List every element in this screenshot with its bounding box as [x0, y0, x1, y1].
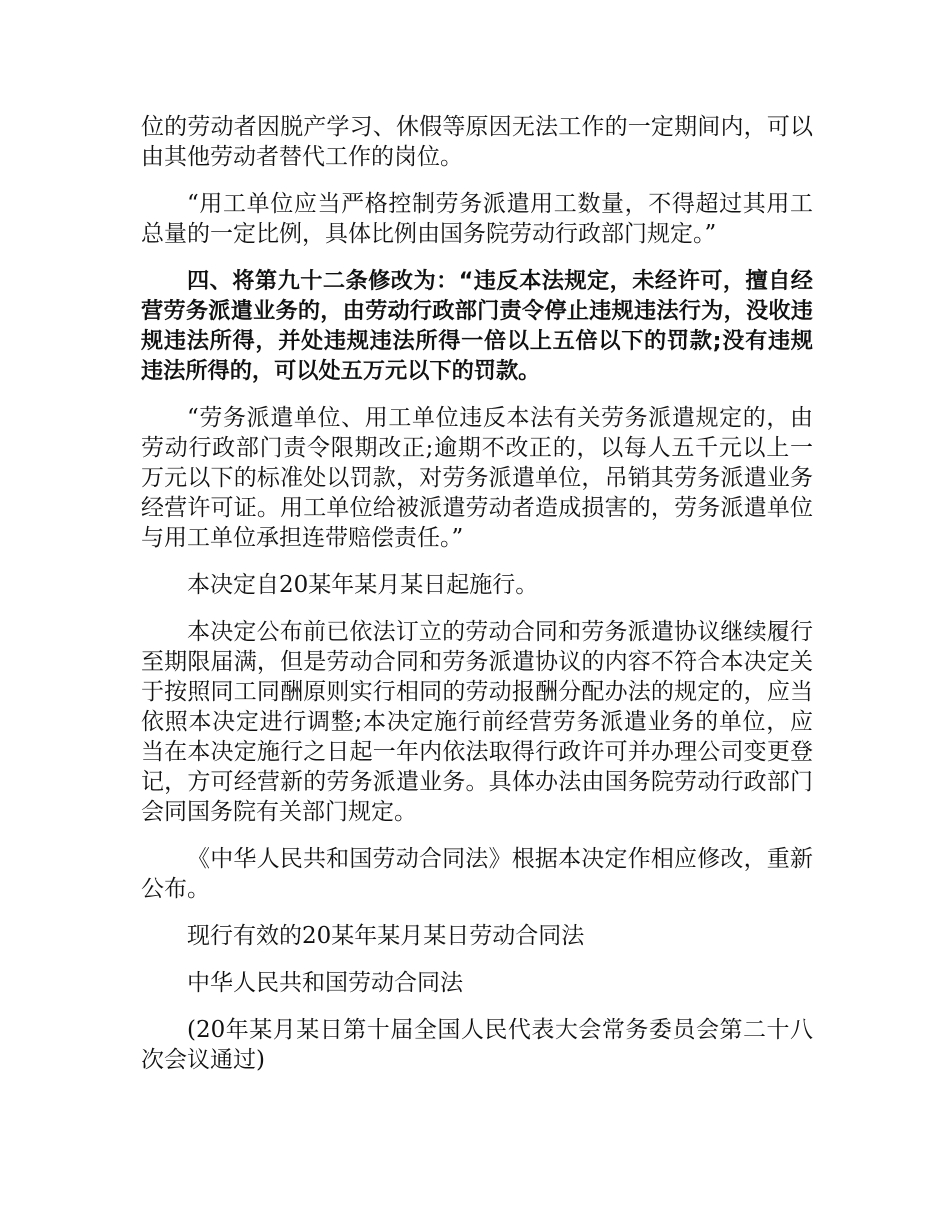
- paragraph-10: (20年某月某日第十届全国人民代表大会常务委员会第二十八次会议通过): [141, 1017, 813, 1073]
- paragraph-8: 现行有效的20某年某月某日劳动合同法: [187, 923, 585, 949]
- paragraph-6: 本决定公布前已依法订立的劳动合同和劳务派遣协议继续履行至期限届满，但是劳动合同和劳务派遣协议的内容不符合本决定关于按照同工同酬原则实行相同的劳动报酬分配办法的规定的，应当依照本决定进行调整;本决定施行前经营劳务派遣业务的单位，应当在本决定施行之日起一年内依法取得行政许可并办理公司变更登记，方可经营新的劳务派遣业务。具体办法由国务院劳动行政部门会同国务院有关部门规定。: [141, 619, 813, 825]
- document-body: [141, 112, 813, 1092]
- paragraph-4: “劳务派遣单位、用工单位违反本法有关劳务派遣规定的，由劳动行政部门责令限期改正;逾期不改正的，以每人五千元以上一万元以下的标准处以罚款，对劳务派遣单位，吊销其劳务派遣业务经营许可证。用工单位给被派遣劳动者造成损害的，劳务派遣单位与用工单位承担连带赔偿责任。”: [141, 405, 813, 551]
- paragraph-3-bold: 四、将第九十二条修改为：“违反本法规定，未经许可，擅自经营劳务派遣业务的，由劳动行政部门责令停止违规违法行为，没收违规违法所得，并处违规违法所得一倍以上五倍以下的罚款;没有违规违法所得的，可以处五万元以下的罚款。: [141, 268, 813, 384]
- paragraph-5: 本决定自20某年某月某日起施行。: [187, 572, 539, 598]
- paragraph-9: 中华人民共和国劳动合同法: [187, 970, 463, 996]
- paragraph-1: 位的劳动者因脱产学习、休假等原因无法工作的一定期间内，可以由其他劳动者替代工作的岗位。: [141, 114, 813, 170]
- paragraph-2: “用工单位应当严格控制劳务派遣用工数量，不得超过其用工总量的一定比例，具体比例由国务院劳动行政部门规定。”: [141, 191, 813, 247]
- paragraph-7: 《中华人民共和国劳动合同法》根据本决定作相应修改，重新公布。: [141, 846, 813, 902]
